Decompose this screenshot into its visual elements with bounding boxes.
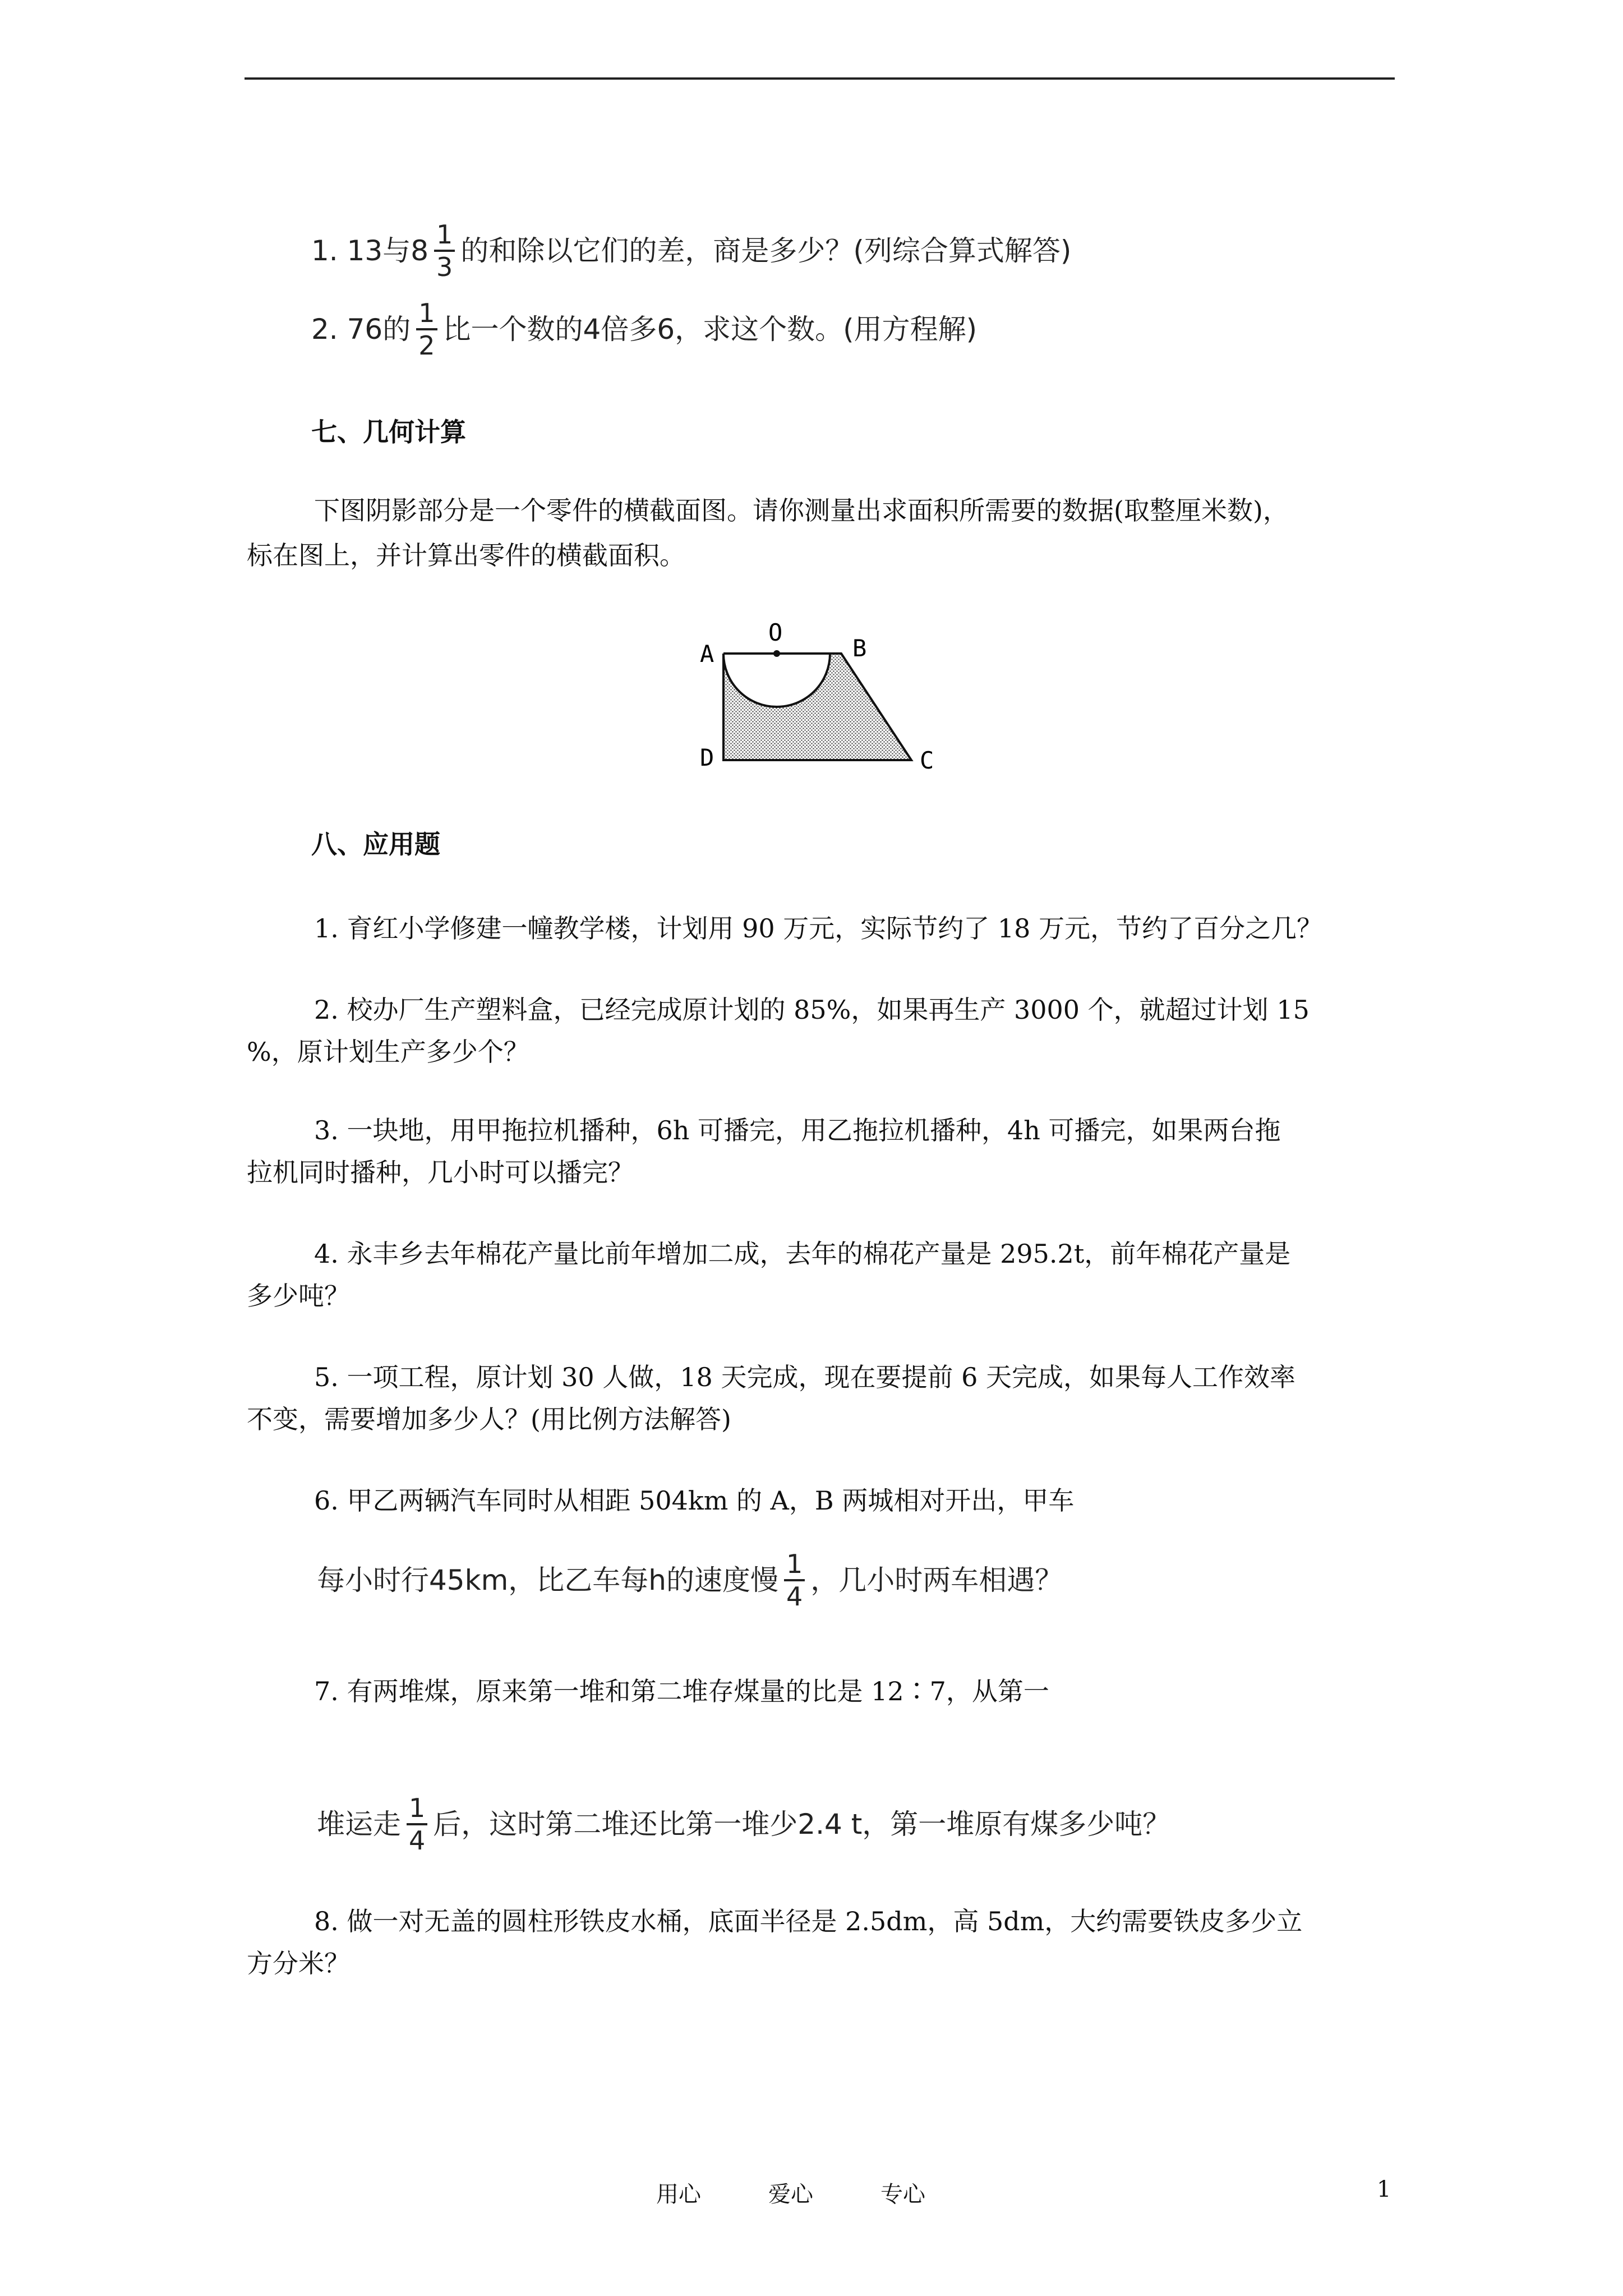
section-7-line-2: 标在图上，并计算出零件的横截面积。 xyxy=(247,540,685,570)
label-d: D xyxy=(700,744,714,771)
label-c: C xyxy=(920,747,934,774)
footer-mid: 爱心 xyxy=(768,2182,813,2207)
section-7-line-1: 下图阴影部分是一个零件的横截面图。请你测量出求面积所需要的数据(取整厘米数)， xyxy=(314,495,1289,526)
question-8-line-2: 方分米？ xyxy=(247,1948,350,1978)
question-6-tail: ，几小时两车相遇？ xyxy=(810,1564,1063,1596)
question-4-line-1: 4. 永丰乡去年棉花产量比前年增加二成，去年的棉花产量是 295.2t，前年棉花产量是 xyxy=(314,1239,1291,1269)
geometry-figure xyxy=(690,611,959,780)
calc-item-2-tail: 比一个数的4倍多6，求这个数。(用方程解) xyxy=(442,313,978,346)
question-3-line-1: 3. 一块地，用甲拖拉机播种，6h 可播完，用乙拖拉机播种，4h 可播完，如果两台拖 xyxy=(314,1115,1281,1145)
question-6-lead: 每小时行45km，比乙车每h的速度慢 xyxy=(317,1564,778,1596)
page-number: 1 xyxy=(1377,2177,1391,2202)
calc-item-2-lead: 2. 76的 xyxy=(311,313,411,346)
fraction-one-half: $\frac{1}{2}$ xyxy=(416,300,437,358)
question-7-line-1: 7. 有两堆煤，原来第一堆和第二堆存煤量的比是 12∶7，从第一 xyxy=(314,1676,1049,1706)
fraction-one-third: $\frac{1}{3}$ xyxy=(434,222,455,280)
fraction-one-quarter: $\frac{1}{4}$ xyxy=(784,1551,805,1609)
question-7-lead: 堆运走 xyxy=(317,1808,401,1841)
question-7-tail: 后，这时第二堆还比第一堆少2.4 t，第一堆原有煤多少吨？ xyxy=(433,1808,1171,1841)
calc-item-1-lead: 1. 13与8 xyxy=(311,234,429,267)
label-o: O xyxy=(768,619,783,646)
label-a: A xyxy=(700,640,714,668)
question-2-line-2: %，原计划生产多少个？ xyxy=(247,1037,529,1067)
point-o xyxy=(773,650,780,657)
calc-item-1 xyxy=(311,219,1072,282)
question-5-line-1: 5. 一项工程，原计划 30 人做，18 天完成，现在要提前 6 天完成，如果每人工作效率 xyxy=(314,1362,1295,1392)
question-1: 1. 育红小学修建一幢教学楼，计划用 90 万元，实际节约了 18 万元，节约了百分之几？ xyxy=(314,913,1323,944)
header-rule xyxy=(245,77,1395,80)
fraction-one-quarter: $\frac{1}{4}$ xyxy=(407,1795,427,1853)
question-4-line-2: 多少吨？ xyxy=(247,1281,350,1311)
calc-item-1-tail: 的和除以它们的差，商是多少？(列综合算式解答) xyxy=(460,234,1072,267)
label-b: B xyxy=(852,634,867,662)
question-7-line-2 xyxy=(317,1793,1171,1856)
question-8-line-1: 8. 做一对无盖的圆柱形铁皮水桶，底面半径是 2.5dm，高 5dm，大约需要铁皮多少立 xyxy=(314,1906,1303,1936)
footer-right: 专心 xyxy=(880,2182,925,2207)
question-3-line-2: 拉机同时播种，几小时可以播完？ xyxy=(247,1157,634,1188)
question-6-line-2 xyxy=(317,1549,1063,1612)
section-8-title: 八、应用题 xyxy=(311,829,440,859)
section-7-title: 七、几何计算 xyxy=(311,417,466,447)
question-6-line-1: 6. 甲乙两辆汽车同时从相距 504km 的 A，B 两城相对开出，甲车 xyxy=(314,1485,1075,1516)
calc-item-2 xyxy=(311,298,978,361)
shaded-region xyxy=(723,654,911,760)
question-5-line-2: 不变，需要增加多少人？(用比例方法解答) xyxy=(247,1404,731,1434)
question-2-line-1: 2. 校办厂生产塑料盒，已经完成原计划的 85%，如果再生产 3000 个，就超过计划 15 xyxy=(314,995,1310,1025)
footer-left: 用心 xyxy=(656,2182,701,2207)
